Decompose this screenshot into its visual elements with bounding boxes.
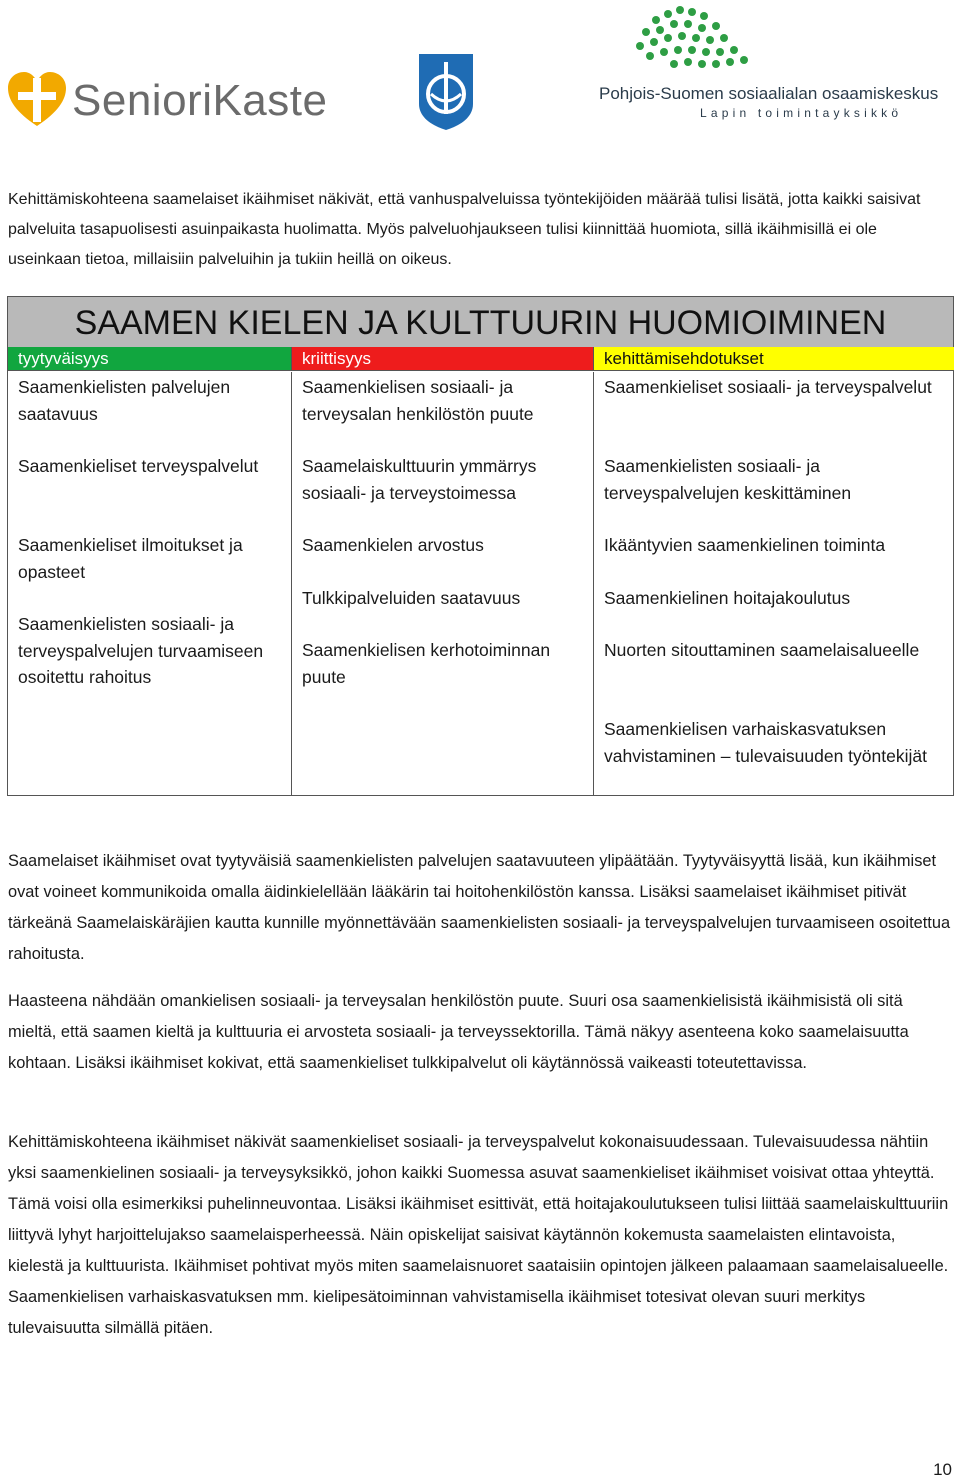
- table-cell: Saamenkieliset terveyspalvelut: [18, 456, 259, 476]
- table-cell: Saamenkielisen sosiaali- ja terveysalan henkilöstön puute: [302, 377, 534, 424]
- column-suggestions: [593, 372, 954, 795]
- table-cell: Saamenkielisten sosiaali- ja terveyspalvelujen keskittäminen: [604, 456, 852, 503]
- seniorikaste-heart-icon: [6, 70, 68, 132]
- church-shield-logo: [417, 52, 475, 132]
- table-cell: Ikääntyvien saamenkielinen toiminta: [604, 535, 886, 555]
- pohjois-suomen-logo: [596, 0, 939, 130]
- lapin-toimintayksikko-label: Lapin toimintayksikkö: [700, 106, 903, 120]
- table-cell: Saamenkielinen hoitajakoulutus: [604, 588, 851, 608]
- table-cell: Saamelaiskulttuurin ymmärrys sosiaali- ja terveystoimessa: [302, 456, 537, 503]
- table-cell: Saamenkieliset sosiaali- ja terveyspalvelut: [604, 377, 932, 397]
- intro-paragraph: Kehittämiskohteena saamelaiset ikäihmiset näkivät, että vanhuspalveluissa työntekijöiden määrää tulisi lisätä, jotta kaikki saisivat palveluita tasapuolisesti asuinpaikasta huolimatta. Myös palveluohjaukseen tulisi kiinnittää huomiota, sillä ikäihmisillä ei ole useinkaan tietoa, millaisiin palveluihin ja tukiin heillä on oikeus.: [8, 191, 921, 268]
- table-cell: Saamenkielisen varhaiskasvatuksen vahvistaminen – tulevaisuuden työntekijät: [604, 719, 927, 766]
- pohjois-suomen-name: Pohjois-Suomen sosiaalialan osaamiskeskus: [599, 84, 939, 103]
- table-title: SAAMEN KIELEN JA KULTTUURIN HUOMIOIMINEN: [8, 297, 953, 348]
- header-critical: kriittisyys: [291, 347, 593, 371]
- seniorikaste-wordmark: SenioriKaste: [72, 76, 328, 125]
- column-critical: [291, 372, 593, 795]
- column-satisfaction: [8, 372, 291, 795]
- header-suggestions: kehittämisehdotukset: [593, 347, 954, 371]
- table-cell: Nuorten sitouttaminen saamelaisalueelle: [604, 640, 920, 660]
- table-cell: Saamenkielisten sosiaali- ja terveyspalvelujen turvaamiseen osoitettu rahoitus: [18, 614, 264, 687]
- paragraph-satisfaction: Saamelaiset ikäihmiset ovat tyytyväisiä saamenkielisten palvelujen saatavuuteen ylipäätään. Tyytyväisyyttä lisää, kun ikäihmiset ovat voineet kommunikoida omalla äidinkielellään lääkärin tai hoitohenkilöstön kanssa. Lisäksi saamelaiset ikäihmiset pitivät tärkeänä Saamelaiskäräjien kautta kunnille myönnettävään saamenkielisten sosiaali- ja terveyspalvelujen turvaamiseen osoitettua rahoitusta.: [8, 852, 951, 963]
- table-cell: Saamenkielisten palvelujen saatavuus: [18, 377, 231, 424]
- header-satisfaction: tyytyväisyys: [8, 347, 291, 371]
- page-number: 10: [933, 1460, 952, 1479]
- swot-table: [7, 296, 954, 796]
- tree-dots-icon: [616, 0, 756, 82]
- paragraph-challenges: Haasteena nähdään omankielisen sosiaali- ja terveysalan henkilöstön puute. Suuri osa saamenkielisistä ikäihmisistä oli sitä mieltä, että saamen kieltä ja kulttuuria ei arvosteta sosiaali- ja terveyssektorilla. Tämä näkyy asenteena koko saamelaisuutta kohtaan. Lisäksi ikäihmiset kokivat, että saamenkieliset tulkkipalvelut oli käytännössä vaikeasti toteutettavissa.: [8, 992, 909, 1072]
- table-cell: Saamenkieliset ilmoitukset ja opasteet: [18, 535, 243, 582]
- seniorikaste-logo: [6, 70, 346, 132]
- paragraph-development: Kehittämiskohteena ikäihmiset näkivät saamenkieliset sosiaali- ja terveyspalvelut kokonaisuudessaan. Tulevaisuudessa nähtiin yksi saamenkielinen sosiaali- ja terveysyksikkö, johon kaikki Suomessa asuvat saamenkieliset ikäihmiset voisivat ottaa yhteyttä. Tämä voisi olla esimerkiksi puhelinneuvontaa. Lisäksi ikäihmiset esittivät, että hoitajakoulutukseen tulisi liittää saamelaiskulttuuriin liittyvä lyhyt harjoittelujakso saamelaisperheessä. Näin opiskelijat saisivat käytännön kokemusta saamelaisten elintavoista, kielestä ja kulttuurista. Ikäihmiset pohtivat myös miten saamelaisnuoret saataisiin opintojen jälkeen palaamaan saamelaisalueelle. Saamenkielisen varhaiskasvatuksen mm. kielipesätoiminnan vahvistamisella ikäihmiset totesivat olevan suuri merkitys tulevaisuutta silmällä pitäen.: [8, 1133, 949, 1337]
- table-cell: Saamenkielisen kerhotoiminnan puute: [302, 640, 551, 687]
- table-cell: Saamenkielen arvostus: [302, 535, 484, 555]
- table-cell: Tulkkipalveluiden saatavuus: [302, 588, 521, 608]
